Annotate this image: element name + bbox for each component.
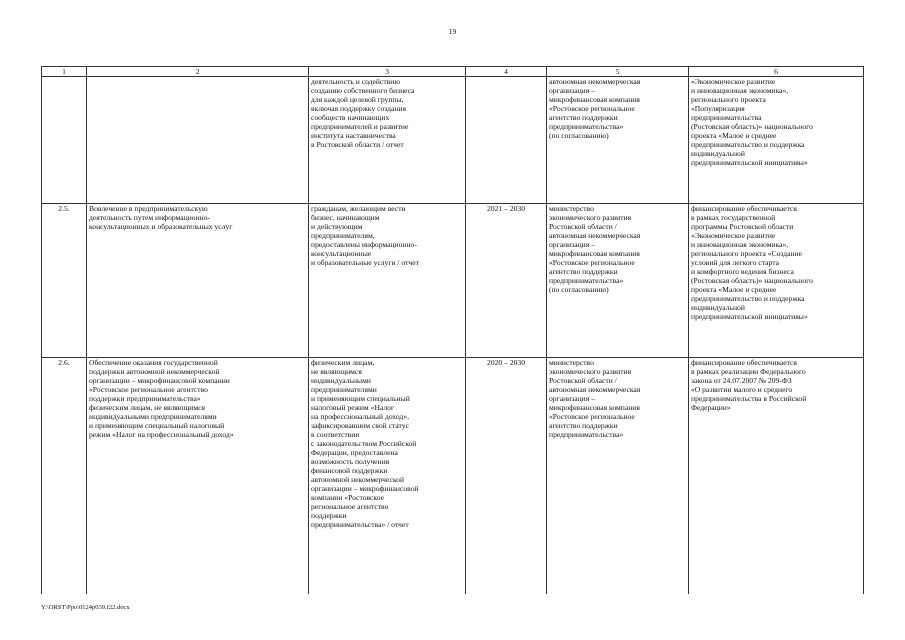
- column-header-2: 2: [87, 67, 309, 77]
- measure-name: Вовлечение в предпринимательскую деятельность путем информационно- консультационных и образовательных услуг: [87, 204, 309, 358]
- table-row: [42, 204, 864, 358]
- column-header-6: 6: [689, 67, 864, 77]
- expected-result: физическим лицам, не являющимся индивидуальными предпринимателями и применяющим специальный налоговый режим «Налог на профессиональный доход», зафиксировавшим свой статус в соответствии с законодательством Российской Федерации, предоставлена возможность получения финансовой поддержки автономной некоммерческой организации – микрофинансовой компании «Ростовское региональное агентство поддержки предпринимательства» / отчет: [309, 358, 466, 595]
- table-row: [42, 77, 864, 204]
- table-header-row: [42, 67, 864, 77]
- column-header-4: 4: [466, 67, 547, 77]
- page-number: 19: [448, 27, 457, 36]
- funding-source: финансирование обеспечивается в рамках реализации Федерального закона от 24.07.2007 № 209-ФЗ «О развитии малого и среднего предпринимательства в Российской Федерации»: [689, 358, 864, 595]
- column-header-1: 1: [42, 67, 87, 77]
- row-number: 2.6.: [42, 358, 87, 595]
- responsible-executor: автономная некоммерческая организация – микрофинансовая компания «Ростовское региональное агентство поддержки предпринимательства» (по согласованию): [547, 77, 689, 204]
- measures-table: [41, 66, 863, 594]
- expected-result: деятельность и содействию созданию собственного бизнеса для каждой целевой группы, включая поддержку создания сообществ начинающих предпринимателей и развитие института наставничества в Ростовской области / отчет: [309, 77, 466, 204]
- column-header-5: 5: [547, 67, 689, 77]
- implementation-period: [466, 77, 547, 204]
- funding-source: финансирование обеспечивается в рамках государственной программы Ростовской области «Экономическое развитие и инновационная экономика», регионального проекта «Создание условий для легкого старта и комфортного ведения бизнеса (Ростовская область)» национального проекта «Малое и среднее предпринимательство и поддержка индивидуальной предпринимательской инициативы»: [689, 204, 864, 358]
- table-row: [42, 358, 864, 595]
- responsible-executor: министерство экономического развития Ростовской области / автономная некоммерческая организация – микрофинансовая компания «Ростовское региональное агентство поддержки предпринимательства» (по согласованию): [547, 204, 689, 358]
- implementation-period: 2020 – 2030: [466, 358, 547, 595]
- column-header-3: 3: [309, 67, 466, 77]
- responsible-executor: министерство экономического развития Ростовской области / автономная некоммерческая организация – микрофинансовая компания «Ростовское региональное агентство поддержки предпринимательства»: [547, 358, 689, 595]
- implementation-period: 2021 – 2030: [466, 204, 547, 358]
- document-file-path: Y:\ORST\Ppo\0124p039.f22.docx: [41, 604, 130, 611]
- funding-source: «Экономическое развитие и инновационная экономика», регионального проекта «Популяризация предпринимательства (Ростовская область)» национального проекта «Малое и среднее предпринимательство и поддержка индивидуальной предпринимательской инициативы»: [689, 77, 864, 204]
- row-number: 2.5.: [42, 204, 87, 358]
- expected-result: гражданам, желающим вести бизнес, начинающим и действующим предпринимателям, предоставлены информационно- консультационные и образовательные услуги / отчет: [309, 204, 466, 358]
- measure-name: Обеспечение оказания государственной поддержки автономной некоммерческой организации – микрофинансовой компании «Ростовское региональное агентство поддержки предпринимательства» физическим лицам, не являющимся индивидуальными предпринимателями и применяющим специальный налоговый режим «Налог на профессиональный доход»: [87, 358, 309, 595]
- measure-name: [87, 77, 309, 204]
- row-number: [42, 77, 87, 204]
